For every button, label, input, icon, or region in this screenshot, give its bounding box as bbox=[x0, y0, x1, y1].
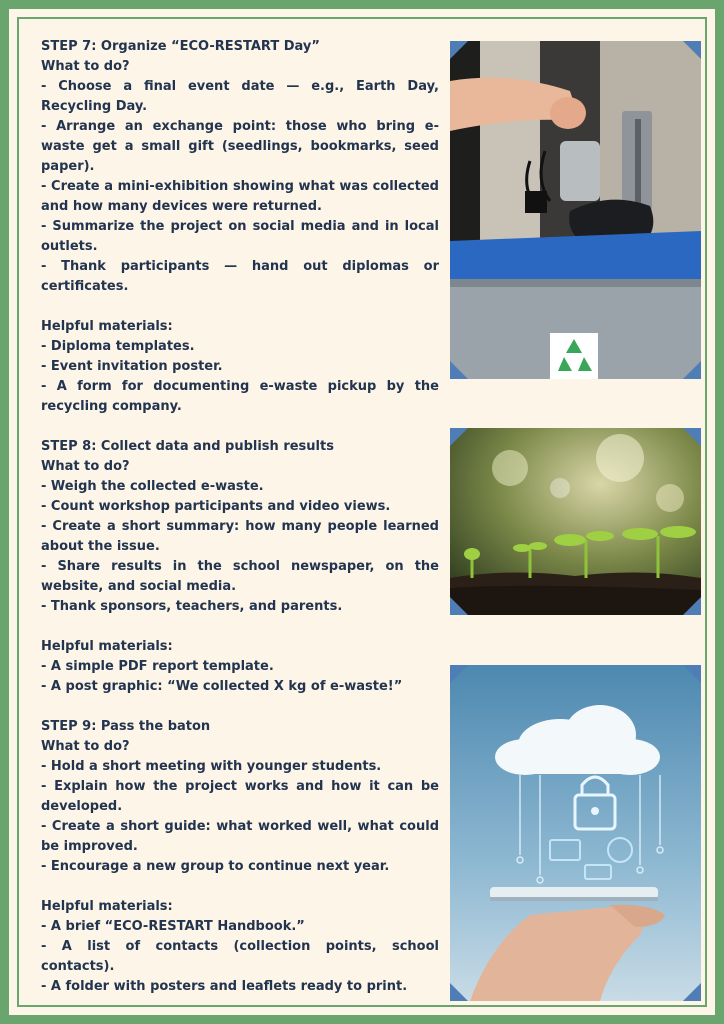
step-8-section bbox=[41, 437, 439, 697]
recycling-bin-illustration bbox=[450, 41, 701, 379]
action-item: - Thank participants — hand out diplomas or certificates. bbox=[41, 259, 439, 294]
action-item: - Create a mini-exhibition showing what was collected and how many devices were returned. bbox=[41, 179, 439, 214]
material-item: - A form for documenting e-waste pickup by the recycling company. bbox=[41, 379, 439, 414]
recycling-bin-photo bbox=[450, 41, 701, 379]
text-column bbox=[41, 37, 439, 1017]
step-title: STEP 8: Collect data and publish results bbox=[41, 439, 334, 454]
action-item: - Explain how the project works and how it can be developed. bbox=[41, 779, 439, 814]
corner-decoration bbox=[682, 665, 701, 684]
material-item: - A brief “ECO-RESTART Handbook.” bbox=[41, 919, 305, 934]
helpful-materials-label: Helpful materials: bbox=[41, 639, 173, 654]
action-item: - Count workshop participants and video views. bbox=[41, 499, 391, 514]
helpful-materials-label: Helpful materials: bbox=[41, 899, 173, 914]
material-item: - A simple PDF report template. bbox=[41, 659, 274, 674]
step-9-section bbox=[41, 717, 439, 997]
action-item: - Create a short guide: what worked well, what could be improved. bbox=[41, 819, 439, 854]
action-item: - Choose a final event date — e.g., Earth Day, Recycling Day. bbox=[41, 79, 439, 114]
action-item: - Arrange an exchange point: those who bring e-waste get a small gift (seedlings, bookmarks, seed paper). bbox=[41, 119, 439, 174]
material-item: - Diploma templates. bbox=[41, 339, 195, 354]
corner-decoration bbox=[682, 41, 701, 60]
action-item: - Create a short summary: how many people learned about the issue. bbox=[41, 519, 439, 554]
action-item: - Summarize the project on social media and in local outlets. bbox=[41, 219, 439, 254]
corner-decoration bbox=[682, 982, 701, 1001]
corner-decoration bbox=[682, 360, 701, 379]
action-item: - Weigh the collected e-waste. bbox=[41, 479, 264, 494]
action-item: - Hold a short meeting with younger students. bbox=[41, 759, 382, 774]
step-7-section bbox=[41, 37, 439, 417]
seedlings-illustration bbox=[450, 428, 701, 615]
corner-decoration bbox=[450, 982, 469, 1001]
what-to-do-label: What to do? bbox=[41, 459, 130, 474]
material-item: - Event invitation poster. bbox=[41, 359, 223, 374]
what-to-do-label: What to do? bbox=[41, 59, 130, 74]
material-item: - A post graphic: “We collected X kg of e-waste!” bbox=[41, 679, 403, 694]
material-item: - A folder with posters and leaflets ready to print. bbox=[41, 979, 408, 994]
cloud-security-photo bbox=[450, 665, 701, 1001]
corner-decoration bbox=[450, 41, 469, 60]
corner-decoration bbox=[450, 665, 469, 684]
what-to-do-label: What to do? bbox=[41, 739, 130, 754]
corner-decoration bbox=[450, 428, 469, 447]
step-title: STEP 9: Pass the baton bbox=[41, 719, 211, 734]
cloud-security-illustration bbox=[450, 665, 701, 1001]
action-item: - Share results in the school newspaper, on the website, and social media. bbox=[41, 559, 439, 594]
seedlings-photo bbox=[450, 428, 701, 615]
corner-decoration bbox=[682, 596, 701, 615]
corner-decoration bbox=[682, 428, 701, 447]
corner-decoration bbox=[450, 596, 469, 615]
action-item: - Thank sponsors, teachers, and parents. bbox=[41, 599, 343, 614]
step-title: STEP 7: Organize “ECO-RESTART Day” bbox=[41, 39, 320, 54]
material-item: - A list of contacts (collection points, school contacts). bbox=[41, 939, 439, 974]
helpful-materials-label: Helpful materials: bbox=[41, 319, 173, 334]
corner-decoration bbox=[450, 360, 469, 379]
action-item: - Encourage a new group to continue next year. bbox=[41, 859, 390, 874]
